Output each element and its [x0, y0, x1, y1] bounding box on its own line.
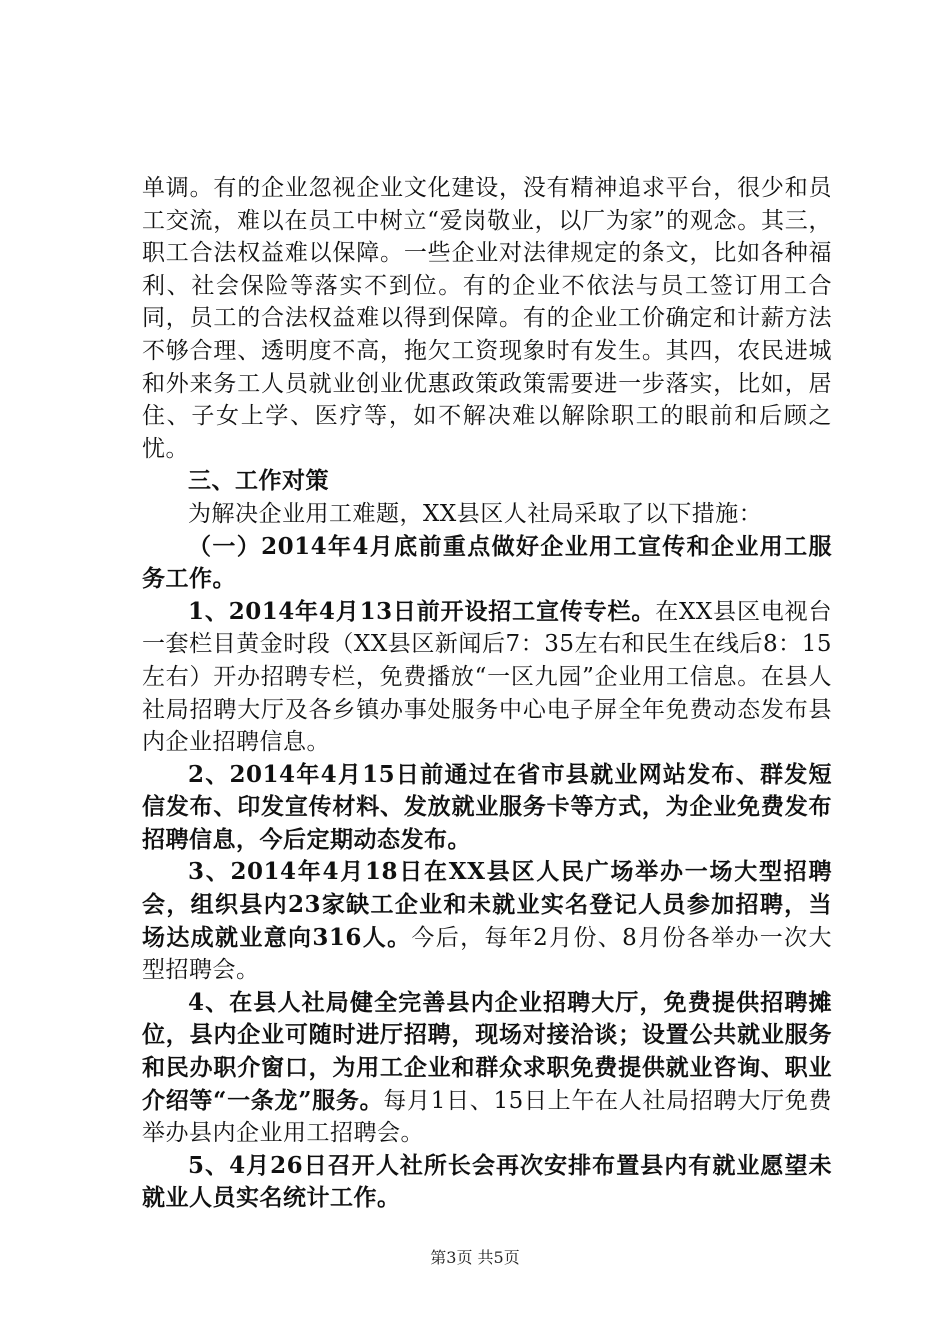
paragraph-item-4 — [142, 987, 832, 1150]
item-4-body: 每月1日、15日上午在人社局招聘大厅免费举办县内企业用工招聘会。 — [142, 1087, 832, 1147]
item-4-lead: 4、在县人社局健全完善县内企业招聘大厅，免费提供招聘摊位，县内企业可随时进厅招聘，现场对接洽谈；设置公共就业服务和民办职介窗口，为用工企业和群众求职免费提供就业咨询、职业介绍等“一条龙”服务。 — [142, 988, 832, 1114]
subheading-measure-one: （一）2014年4月底前重点做好企业用工宣传和企业用工服务工作。 — [142, 532, 832, 593]
paragraph-item-3 — [142, 856, 832, 986]
item-3-body: 今后，每年2月份、8月份各举办一次大型招聘会。 — [142, 924, 832, 984]
page-number-footer: 第3页 共5页 — [430, 1248, 520, 1267]
item-1-body: 在XX县区电视台一套栏目黄金时段（XX县区新闻后7：35左右和民生在线后8：15左右）开办招聘专栏，免费播放“一区九园”企业用工信息。在县人社局招聘大厅及各乡镇办事处服务中心电子屏全年免费动态发布县内企业招聘信息。 — [142, 598, 833, 756]
paragraph-intro-measures: 为解决企业用工难题，XX县区人社局采取了以下措施： — [188, 500, 763, 527]
paragraph-item-5: 5、4月26日召开人社所长会再次安排布置县内有就业愿望未就业人员实名统计工作。 — [142, 1151, 832, 1212]
paragraph-item-1 — [142, 596, 832, 759]
paragraph-problems-continued: 单调。有的企业忽视企业文化建设，没有精神追求平台，很少和员工交流，难以在员工中树立“爱岗敬业，以厂为家”的观念。其三，职工合法权益难以保障。一些企业对法律规定的条文，比如各种福利、社会保险等落实不到位。有的企业不依法与员工签订用工合同，员工的合法权益难以得到保障。有的企业工价确定和计薪方法不够合理、透明度不高，拖欠工资现象时有发生。其四，农民进城和外来务工人员就业创业优惠政策政策需要进一步落实，比如，居住、子女上学、医疗等，如不解决难以解除职工的眼前和后顾之忧。 — [142, 175, 832, 462]
document-body — [142, 172, 832, 1215]
paragraph-item-2: 2、2014年4月15日前通过在省市县就业网站发布、群发短信发布、印发宣传材料、发放就业服务卡等方式，为企业免费发布招聘信息，今后定期动态发布。 — [142, 760, 832, 853]
item-1-lead: 1、2014年4月13日前开设招工宣传专栏。 — [188, 597, 656, 625]
item-3-lead: 3、2014年4月18日在XX县区人民广场举办一场大型招聘会，组织县内23家缺工企业和未就业实名登记人员参加招聘，当场达成就业意向316人。 — [142, 858, 832, 951]
section-heading-countermeasures: 三、工作对策 — [188, 468, 329, 495]
